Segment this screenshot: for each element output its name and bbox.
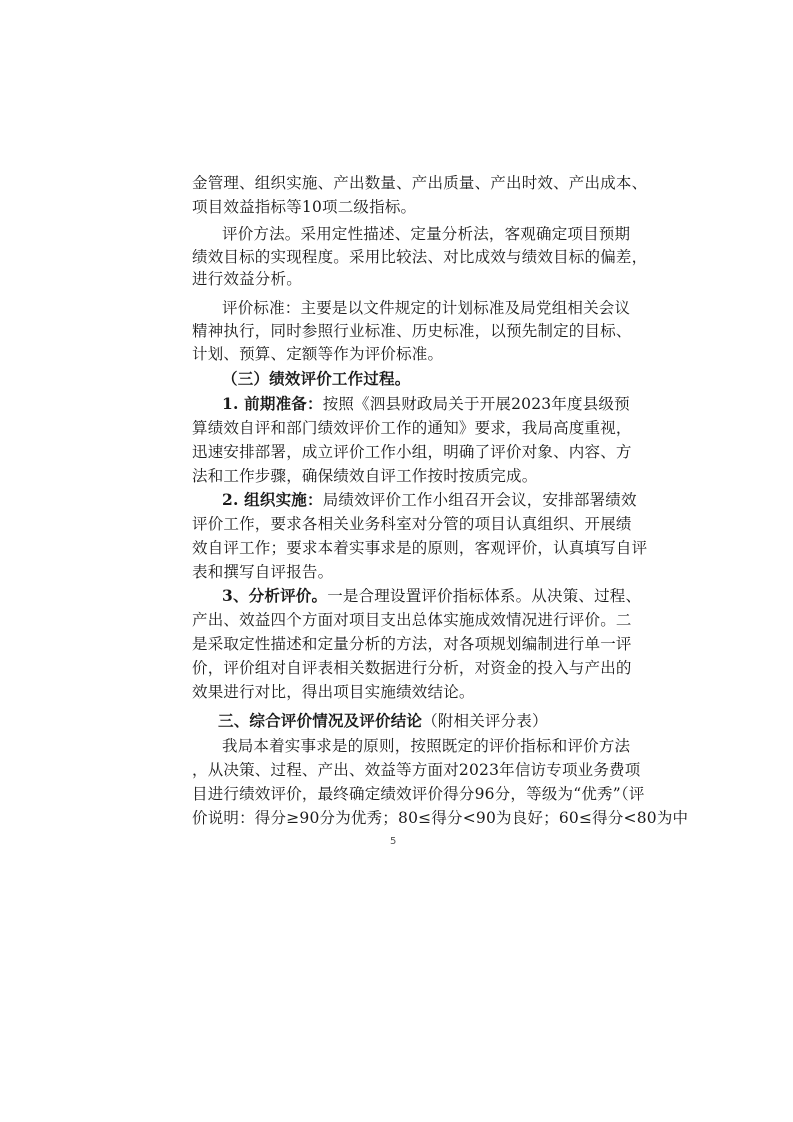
- text-line: 进行效益分析。: [192, 270, 302, 288]
- text-line: 效自评工作；要求本着实事求是的原则，客观评价，认真填写自评: [192, 539, 648, 557]
- section-heading: [218, 710, 548, 732]
- heading-bold: 三、综合评价情况及评价结论: [218, 711, 423, 730]
- text-line: 评价工作，要求各相关业务科室对分管的项目认真组织、开展绩: [192, 515, 632, 533]
- text-line: 目进行绩效评价，最终确定绩效评价得分96分，等级为“优秀”（评: [192, 785, 645, 803]
- text-line: 绩效目标的实现程度。采用比较法、对比成效与绩效目标的偏差，: [192, 248, 648, 266]
- page-number: 5: [390, 836, 397, 847]
- text-line: 算绩效自评和部门绩效评价工作的通知》要求，我局高度重视，: [192, 419, 632, 437]
- text-line: 计划、预算、定额等作为评价标准。: [192, 345, 444, 363]
- item-text: 局绩效评价工作小组召开会议，安排部署绩效: [322, 491, 637, 509]
- text-line: 价，评价组对自评表相关数据进行分析，对资金的投入与产出的: [192, 659, 632, 677]
- text-line: 精神执行，同时参照行业标准、历史标准，以预先制定的目标、: [192, 322, 632, 340]
- text-line: 项目效益指标等10项二级指标。: [192, 198, 417, 216]
- item-lead: 1. 前期准备：: [222, 394, 323, 413]
- text-line: 价说明：得分≥90分为优秀；80≤得分<90为良好；60≤得分<80为中: [192, 809, 689, 827]
- text-line: 效果进行对比，得出项目实施绩效结论。: [192, 683, 475, 701]
- list-item-line: [222, 585, 641, 607]
- text-line: 是采取定性描述和定量分析的方法，对各项规划编制进行单一评: [192, 635, 632, 653]
- list-item-line: [222, 489, 637, 511]
- text-line: 评价方法。采用定性描述、定量分析法，客观确定项目预期: [222, 225, 631, 243]
- text-line: 表和撰写自评报告。: [192, 563, 334, 581]
- text-line: 产出、效益四个方面对项目支出总体实施成效情况进行评价。二: [192, 611, 632, 629]
- item-text: 一是合理设置评价指标体系。从决策、过程、: [327, 587, 642, 605]
- section-heading: （三）绩效评价工作过程。: [222, 369, 411, 388]
- list-item-line: [222, 393, 630, 415]
- item-lead: 3、分析评价。: [222, 586, 328, 605]
- text-line: 迅速安排部署，成立评价工作小组，明确了评价对象、内容、方: [192, 443, 632, 461]
- text-line: 法和工作步骤，确保绩效自评工作按时按质完成。: [192, 467, 538, 485]
- heading-note: （附相关评分表）: [422, 712, 548, 730]
- item-lead: 2. 组织实施：: [222, 490, 323, 509]
- text-line: ，从决策、过程、产出、效益等方面对2023年信访专项业务费项: [192, 761, 641, 779]
- text-line: 金管理、组织实施、产出数量、产出质量、产出时效、产出成本、: [192, 174, 648, 192]
- item-text: 按照《泗县财政局关于开展2023年度县级预: [322, 395, 630, 413]
- text-line: 我局本着实事求是的原则，按照既定的评价指标和评价方法: [222, 737, 631, 755]
- text-line: 评价标准：主要是以文件规定的计划标准及局党组相关会议: [222, 299, 631, 317]
